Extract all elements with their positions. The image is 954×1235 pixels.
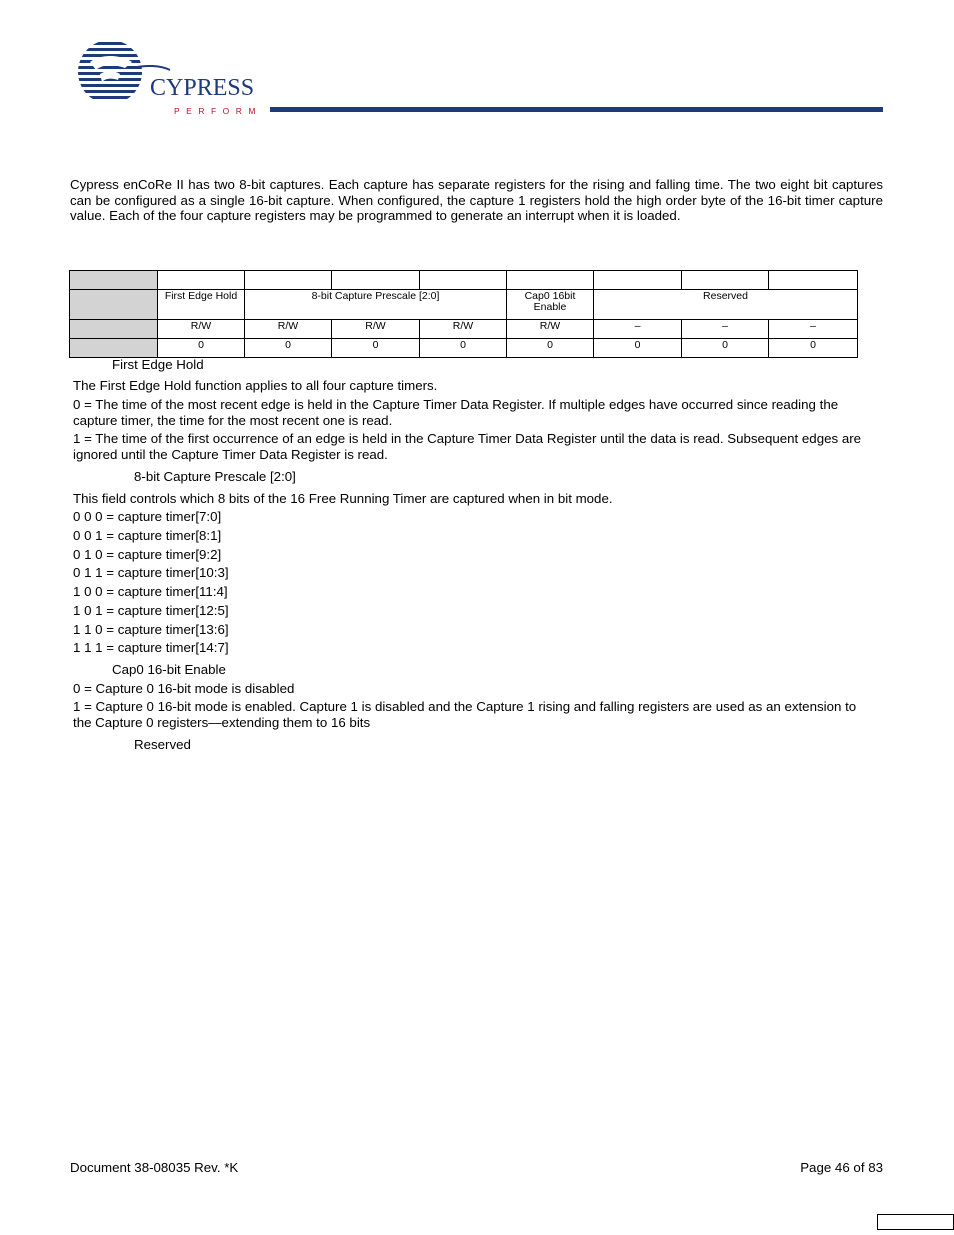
intro-paragraph: Cypress enCoRe II has two 8-bit captures. Each capture has separate registers for the rising and falling time. The two eight bit captures can be configured as a single 16-bit capture. When configured, the capture 1 registers hold the high order byte of the 16-bit timer capture value. Each of the four capture registers may be programmed to generate an interrupt when it is loaded. [70,177,883,223]
reset-cell: 0 [594,339,682,358]
cap0-line: 0 = Capture 0 16-bit mode is disabled [73,681,295,696]
prescale-line: 1 0 1 = capture timer[12:5] [73,603,229,618]
reset-cell: 0 [507,339,594,358]
access-cell: R/W [245,320,332,339]
access-cell: R/W [158,320,245,339]
access-cell: – [682,320,769,339]
prescale-line: 0 0 0 = capture timer[7:0] [73,509,222,524]
reset-cell: 0 [682,339,769,358]
reset-cell: 0 [245,339,332,358]
first-edge-line: The First Edge Hold function applies to all four capture timers. [73,378,438,393]
footer-page-number: Page 46 of 83 [800,1160,883,1175]
globe-icon [70,40,150,104]
table-reset-row [70,339,858,358]
field-capture-prescale: 8-bit Capture Prescale [2:0] [245,290,507,320]
access-cell: R/W [507,320,594,339]
section-title-reserved: Reserved [134,737,191,752]
field-cap0-16bit-enable: Cap0 16bit Enable [507,290,594,320]
reset-cell: 0 [332,339,420,358]
prescale-line: 0 1 1 = capture timer[10:3] [73,565,229,580]
cypress-logo [70,40,255,120]
reset-cell: 0 [769,339,858,358]
brand-tagline: PERFORM [174,106,255,116]
access-cell: – [594,320,682,339]
table-field-row [70,290,858,320]
access-cell: R/W [332,320,420,339]
access-cell: R/W [420,320,507,339]
first-edge-line: 0 = The time of the most recent edge is held in the Capture Timer Data Register. If multiple edges have occurred since reading the capture timer, the time for the most recent one is read. [73,397,839,428]
reset-cell: 0 [420,339,507,358]
section-title-cap0: Cap0 16-bit Enable [112,662,226,677]
prescale-line: This field controls which 8 bits of the 16 Free Running Timer are captured when in bit mode. [73,491,613,506]
register-table [69,270,858,358]
first-edge-line: 1 = The time of the first occurrence of an edge is held in the Capture Timer Data Register until the data is read. Subsequent edges are ignored until the Capture Timer Data Register is read. [73,431,862,462]
prescale-line: 1 1 0 = capture timer[13:6] [73,622,229,637]
feedback-box [877,1214,954,1230]
table-header-row [70,271,858,290]
access-cell: – [769,320,858,339]
field-reserved: Reserved [594,290,858,320]
footer-document-id: Document 38-08035 Rev. *K [70,1160,239,1175]
field-first-edge-hold: First Edge Hold [158,290,245,320]
section-title-prescale: 8-bit Capture Prescale [2:0] [134,469,296,484]
reset-cell: 0 [158,339,245,358]
prescale-line: 0 1 0 = capture timer[9:2] [73,547,222,562]
header-rule [270,107,883,112]
prescale-line: 1 1 1 = capture timer[14:7] [73,640,229,655]
prescale-line: 0 0 1 = capture timer[8:1] [73,528,222,543]
prescale-line: 1 0 0 = capture timer[11:4] [73,584,228,599]
cap0-line: 1 = Capture 0 16-bit mode is enabled. Capture 1 is disabled and the Capture 1 rising and falling registers are used as an extension to the Capture 0 registers—extending them to 16 bits [73,699,857,730]
table-access-row [70,320,858,339]
section-title-first-edge-hold: First Edge Hold [112,357,204,372]
brand-name: CYPRESS [150,75,255,101]
